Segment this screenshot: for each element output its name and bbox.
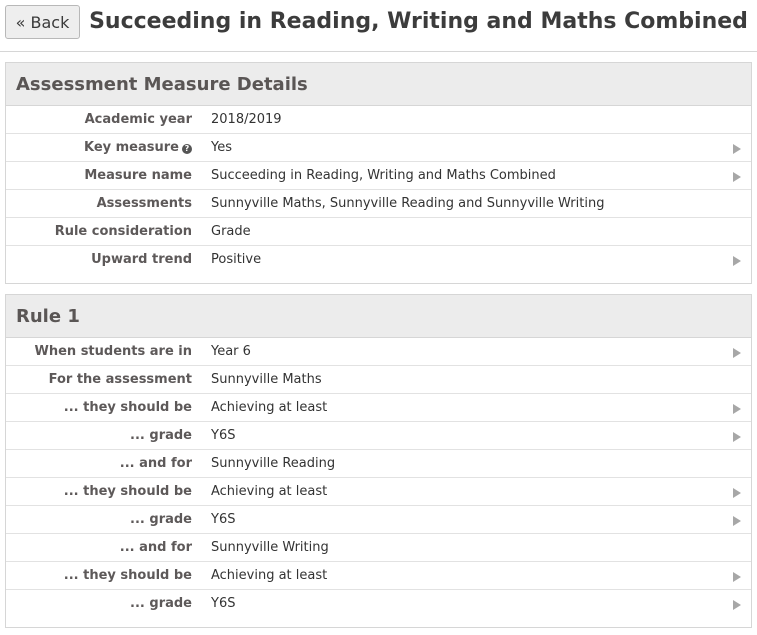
chevron-right-icon[interactable]	[733, 516, 741, 526]
row-value: Sunnyville Maths	[211, 372, 322, 387]
panel-heading: Rule 1	[6, 295, 751, 338]
chevron-right-icon[interactable]	[733, 144, 741, 154]
rule-row[interactable]	[6, 478, 751, 506]
row-value: Year 6	[211, 344, 251, 359]
row-value: Y6S	[211, 512, 236, 527]
row-value: 2018/2019	[211, 112, 282, 127]
back-button[interactable]: « Back	[5, 5, 80, 39]
detail-row-measure-name[interactable]	[6, 162, 751, 190]
detail-row-rule-consideration	[6, 218, 751, 246]
row-label: ... and for	[119, 540, 192, 555]
row-label: Assessments	[96, 196, 192, 211]
row-value: Positive	[211, 252, 262, 267]
rule-row[interactable]	[6, 394, 751, 422]
row-label: ... they should be	[63, 484, 192, 499]
row-label: ... grade	[130, 428, 192, 443]
row-label: ... they should be	[63, 568, 192, 583]
row-value: Y6S	[211, 428, 236, 443]
row-value: Grade	[211, 224, 251, 239]
detail-row-assessments	[6, 190, 751, 218]
chevron-right-icon[interactable]	[733, 572, 741, 582]
chevron-right-icon[interactable]	[733, 172, 741, 182]
rule-row[interactable]	[6, 338, 751, 366]
rule-row	[6, 366, 751, 394]
chevron-right-icon[interactable]	[733, 404, 741, 414]
row-value: Achieving at least	[211, 568, 328, 583]
rule-row[interactable]	[6, 422, 751, 450]
rule-panel	[5, 294, 752, 628]
row-value: Succeeding in Reading, Writing and Maths Combined	[211, 168, 556, 183]
row-value: Sunnyville Reading	[211, 456, 336, 471]
row-label: Upward trend	[91, 252, 192, 267]
row-label: When students are in	[34, 344, 192, 359]
row-label: Academic year	[84, 112, 192, 127]
row-value: Yes	[211, 140, 232, 155]
page-title: Succeeding in Reading, Writing and Maths Combined	[89, 9, 748, 34]
rule-row	[6, 450, 751, 478]
row-label: For the assessment	[48, 372, 192, 387]
detail-row-key-measure[interactable]	[6, 134, 751, 162]
rule-row[interactable]	[6, 506, 751, 534]
row-label: Rule consideration	[54, 224, 192, 239]
chevron-right-icon[interactable]	[733, 256, 741, 266]
chevron-right-icon[interactable]	[733, 432, 741, 442]
rule-row[interactable]	[6, 562, 751, 590]
rule-row	[6, 534, 751, 562]
assessment-measure-details-panel	[5, 62, 752, 284]
row-label: ... grade	[130, 596, 192, 611]
detail-row-upward-trend[interactable]	[6, 246, 751, 274]
panel-heading: Assessment Measure Details	[6, 63, 751, 106]
row-value: Achieving at least	[211, 484, 328, 499]
chevron-right-icon[interactable]	[733, 488, 741, 498]
row-value: Sunnyville Writing	[211, 540, 329, 555]
row-value: Sunnyville Maths, Sunnyville Reading and Sunnyville Writing	[211, 196, 605, 211]
row-label	[6, 134, 192, 162]
row-label: Measure name	[84, 168, 192, 183]
row-value: Achieving at least	[211, 400, 328, 415]
row-label: ... they should be	[63, 400, 192, 415]
row-value: Y6S	[211, 596, 236, 611]
row-label: ... grade	[130, 512, 192, 527]
help-icon[interactable]: ?	[182, 144, 192, 154]
chevron-right-icon[interactable]	[733, 600, 741, 610]
row-label: ... and for	[119, 456, 192, 471]
detail-row-academic-year	[6, 106, 751, 134]
rule-row[interactable]	[6, 590, 751, 618]
chevron-right-icon[interactable]	[733, 348, 741, 358]
page-header	[0, 0, 757, 52]
row-label-text: Key measure	[83, 140, 179, 155]
